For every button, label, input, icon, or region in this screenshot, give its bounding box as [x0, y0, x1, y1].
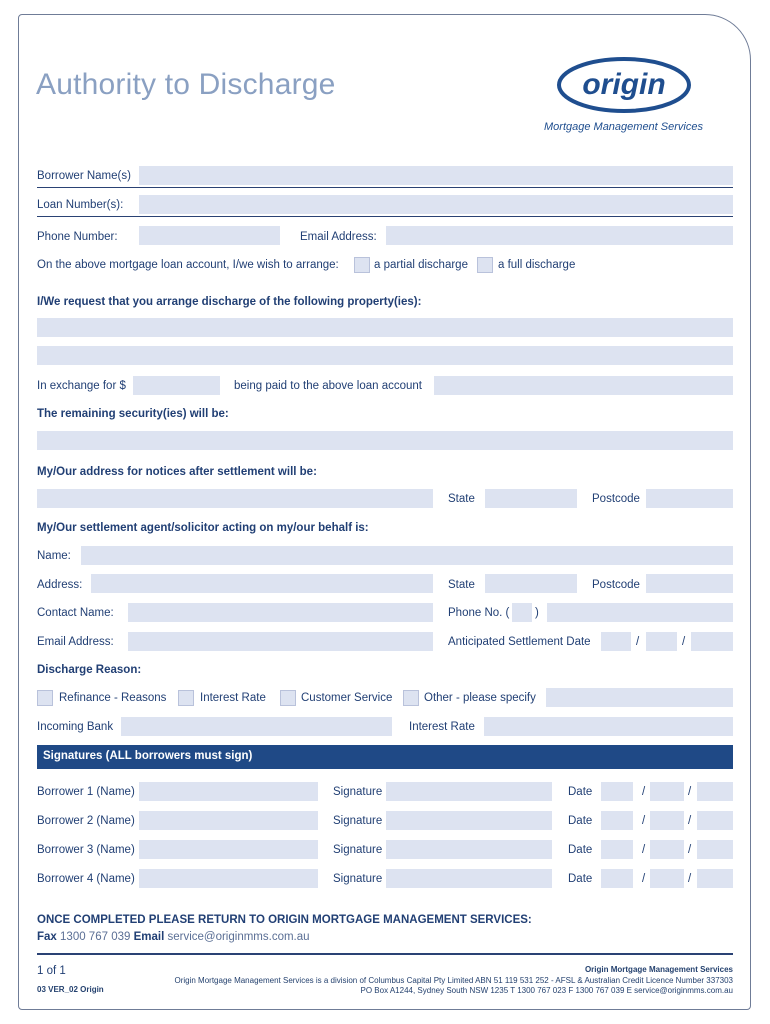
full-discharge-label: a full discharge: [498, 259, 576, 271]
settlement-day-field[interactable]: [601, 632, 631, 651]
full-discharge-checkbox[interactable]: [477, 257, 493, 273]
email-label-footer: Email: [133, 931, 165, 943]
postcode-field[interactable]: [646, 489, 733, 508]
signature-field[interactable]: [386, 811, 552, 830]
sign-day-field[interactable]: [601, 782, 633, 801]
signature-label: Signature: [333, 873, 383, 885]
date-label: Date: [568, 844, 593, 856]
date-slash: /: [688, 873, 692, 885]
borrower-name-label: Borrower 2 (Name): [37, 815, 135, 827]
notice-address-field[interactable]: [37, 489, 433, 508]
fax-number: 1300 767 039: [60, 931, 131, 943]
sign-month-field[interactable]: [650, 840, 684, 859]
state-field[interactable]: [485, 489, 577, 508]
sign-month-field[interactable]: [650, 869, 684, 888]
borrower-name-field[interactable]: [139, 840, 318, 859]
version-code: 03 VER_02 Origin: [37, 985, 104, 994]
date-slash: /: [688, 844, 692, 856]
loan-numbers-label: Loan Number(s):: [37, 199, 124, 211]
divider: [37, 216, 733, 217]
date-label: Date: [568, 873, 593, 885]
sign-day-field[interactable]: [601, 869, 633, 888]
signature-field[interactable]: [386, 782, 552, 801]
sign-year-field[interactable]: [697, 811, 733, 830]
sign-year-field[interactable]: [697, 782, 733, 801]
borrower-names-field[interactable]: [139, 166, 733, 185]
being-paid-label: being paid to the above loan account: [234, 380, 422, 392]
signature-field[interactable]: [386, 869, 552, 888]
state-label: State: [448, 493, 475, 505]
agent-name-label: Name:: [37, 550, 71, 562]
property-field-2[interactable]: [37, 346, 733, 365]
arrange-label: On the above mortgage loan account, I/we wish to arrange:: [37, 259, 339, 271]
date-label: Date: [568, 815, 593, 827]
agent-heading: My/Our settlement agent/solicitor acting on my/our behalf is:: [37, 522, 369, 534]
exchange-label: In exchange for $: [37, 380, 126, 392]
remaining-security-field[interactable]: [37, 431, 733, 450]
interest-rate-label: Interest Rate: [200, 692, 266, 704]
exchange-amount-field[interactable]: [133, 376, 220, 395]
signature-label: Signature: [333, 815, 383, 827]
agent-name-field[interactable]: [81, 546, 733, 565]
borrower-name-label: Borrower 4 (Name): [37, 873, 135, 885]
other-label: Other - please specify: [424, 692, 536, 704]
signature-label: Signature: [333, 786, 383, 798]
date-slash: /: [642, 844, 646, 856]
phone-field[interactable]: [139, 226, 280, 245]
signatures-header: [37, 745, 733, 769]
other-specify-field[interactable]: [546, 688, 733, 707]
agent-postcode-label: Postcode: [592, 579, 640, 591]
interest-rate-checkbox[interactable]: [178, 690, 194, 706]
agent-phone-field[interactable]: [547, 603, 733, 622]
return-instructions: ONCE COMPLETED PLEASE RETURN TO ORIGIN MORTGAGE MANAGEMENT SERVICES:: [37, 914, 532, 926]
sign-day-field[interactable]: [601, 811, 633, 830]
email-field[interactable]: [386, 226, 733, 245]
incoming-bank-field[interactable]: [121, 717, 392, 736]
contact-name-label: Contact Name:: [37, 607, 114, 619]
address-heading: My/Our address for notices after settlement will be:: [37, 466, 317, 478]
settlement-month-field[interactable]: [646, 632, 677, 651]
agent-postcode-field[interactable]: [646, 574, 733, 593]
page-frame: [18, 14, 751, 1010]
agent-email-field[interactable]: [128, 632, 433, 651]
loan-account-field[interactable]: [434, 376, 733, 395]
borrower-name-label: Borrower 3 (Name): [37, 844, 135, 856]
borrower-names-label: Borrower Name(s): [37, 170, 131, 182]
date-label: Date: [568, 786, 593, 798]
refinance-checkbox[interactable]: [37, 690, 53, 706]
date-slash: /: [636, 636, 640, 648]
contact-line: [37, 931, 310, 943]
page-title: Authority to Discharge: [36, 68, 336, 101]
agent-address-field[interactable]: [91, 574, 433, 593]
area-code-field[interactable]: [512, 603, 532, 622]
phone-label: Phone Number:: [37, 231, 118, 243]
customer-service-label: Customer Service: [301, 692, 393, 704]
page-number: 1 of 1: [37, 965, 66, 977]
request-heading: I/We request that you arrange discharge of the following property(ies):: [37, 296, 422, 308]
date-slash: /: [688, 815, 692, 827]
sign-month-field[interactable]: [650, 782, 684, 801]
agent-state-field[interactable]: [485, 574, 577, 593]
signature-field[interactable]: [386, 840, 552, 859]
sign-year-field[interactable]: [697, 869, 733, 888]
date-slash: /: [642, 815, 646, 827]
interest-rate2-label: Interest Rate: [409, 721, 475, 733]
origin-logo: [556, 56, 692, 114]
property-field-1[interactable]: [37, 318, 733, 337]
borrower-name-field[interactable]: [139, 782, 318, 801]
other-checkbox[interactable]: [403, 690, 419, 706]
email-value[interactable]: service@originmms.com.au: [167, 931, 310, 943]
remaining-heading: The remaining security(ies) will be:: [37, 408, 229, 420]
loan-numbers-field[interactable]: [139, 195, 733, 214]
customer-service-checkbox[interactable]: [280, 690, 296, 706]
postcode-label: Postcode: [592, 493, 640, 505]
sign-year-field[interactable]: [697, 840, 733, 859]
borrower-name-field[interactable]: [139, 869, 318, 888]
footer-company: Origin Mortgage Management Services: [584, 965, 733, 974]
divider: [37, 187, 733, 188]
refinance-label: Refinance - Reasons: [59, 692, 167, 704]
interest-rate2-field[interactable]: [484, 717, 733, 736]
agent-state-label: State: [448, 579, 475, 591]
settlement-date-label: Anticipated Settlement Date: [448, 636, 591, 648]
phone-close-paren: ): [535, 607, 539, 619]
date-slash: /: [688, 786, 692, 798]
discharge-reason-heading: Discharge Reason:: [37, 664, 142, 676]
footer-address: PO Box A1244, Sydney South NSW 1235 T 1300 767 023 F 1300 767 039 E service@originmms.com.au: [360, 986, 733, 995]
contact-name-field[interactable]: [128, 603, 433, 622]
borrower-name-label: Borrower 1 (Name): [37, 786, 135, 798]
sign-day-field[interactable]: [601, 840, 633, 859]
fax-label: Fax: [37, 931, 57, 943]
signature-label: Signature: [333, 844, 383, 856]
footer-divider: [37, 953, 733, 955]
logo-word: origin: [582, 68, 666, 101]
settlement-year-field[interactable]: [691, 632, 733, 651]
email-label: Email Address:: [300, 231, 377, 243]
borrower-name-field[interactable]: [139, 811, 318, 830]
incoming-bank-label: Incoming Bank: [37, 721, 114, 733]
agent-email-label: Email Address:: [37, 636, 114, 648]
partial-discharge-checkbox[interactable]: [354, 257, 370, 273]
date-slash: /: [642, 786, 646, 798]
logo-tagline: Mortgage Management Services: [544, 121, 703, 133]
signatures-heading: Signatures (ALL borrowers must sign): [43, 750, 253, 762]
partial-discharge-label: a partial discharge: [374, 259, 468, 271]
date-slash: /: [682, 636, 686, 648]
sign-month-field[interactable]: [650, 811, 684, 830]
agent-address-label: Address:: [37, 579, 83, 591]
footer-division: Origin Mortgage Management Services is a division of Columbus Capital Pty Limited ABN 51 119 531 252 - AFSL & Australian Credit Licence Number 337303: [174, 976, 733, 985]
phone-no-label: Phone No. (: [448, 607, 510, 619]
date-slash: /: [642, 873, 646, 885]
